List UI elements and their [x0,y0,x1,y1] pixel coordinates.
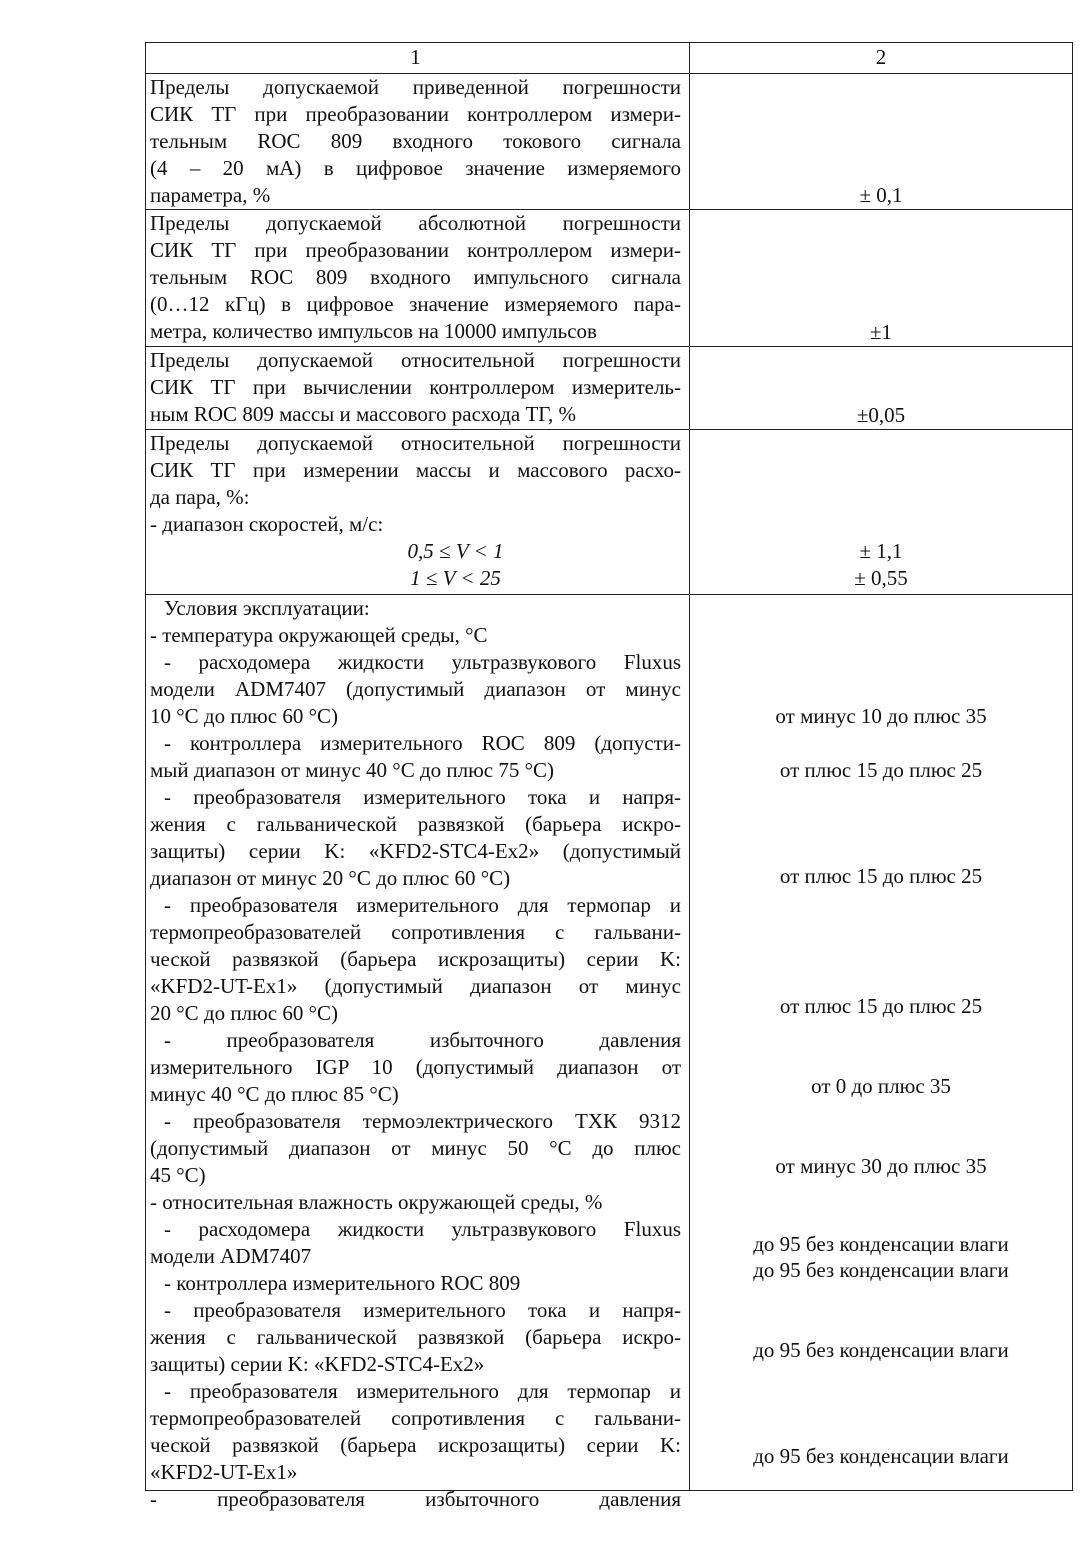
parameter-line: - расходомера жидкости ультразвукового Fluxus [164,1217,681,1241]
parameter-line: СИК ТГ при вычислении контроллером измеритель- [150,375,681,399]
table-row [146,210,1072,347]
parameter-line: диапазон от минус 20 °С до плюс 60 °С) [150,866,511,890]
value-text: ± 0,1 [859,183,903,207]
parameter-line: - расходомера жидкости ультразвукового Fluxus [164,650,681,674]
value-text: до 95 без конденсации влаги [753,1258,1009,1282]
parameter-line: «KFD2-UT-Ex1» (допустимый диапазон от минус [150,974,681,998]
parameter-line: модели ADM7407 [150,1244,312,1268]
parameter-line: (0…12 кГц) в цифровое значение измеряемого пара- [150,292,681,316]
value-text: от плюс 15 до плюс 25 [779,864,983,888]
parameter-line: 10 °С до плюс 60 °С) [150,704,338,728]
parameter-line: метра, количество импульсов на 10000 импульсов [150,319,597,343]
parameter-line: термопреобразователей сопротивления с гальвани- [150,1406,681,1430]
parameter-line: - преобразователя измерительного тока и напря- [164,1298,681,1322]
parameter-line: защиты) серии K: «KFD2-STC4-Ex2» [150,1352,485,1376]
parameter-line: Пределы допускаемой приведенной погрешности [150,75,681,99]
parameter-line: Пределы допускаемой относительной погрешности [150,431,681,455]
parameter-line: мый диапазон от минус 40 °С до плюс 75 °С) [150,758,555,782]
value-cell [690,347,1072,429]
parameter-line: - диапазон скоростей, м/с: [150,512,384,536]
value-text: от плюс 15 до плюс 25 [779,994,983,1018]
column-header-2: 2 [875,45,887,69]
parameter-line: (4 – 20 мА) в цифровое значение измеряемого [150,156,681,180]
value-text: ±1 [869,320,893,344]
parameter-cell [146,595,690,1511]
parameter-line: тельным ROC 809 входного токового сигнала [150,129,681,153]
specifications-table [145,42,1073,1511]
parameter-line: Условия эксплуатации: [164,596,370,620]
parameter-line: параметра, % [150,183,271,207]
value-text: от минус 30 до плюс 35 [775,1154,987,1178]
value-text: от плюс 15 до плюс 25 [779,758,983,782]
parameter-line: - преобразователя измерительного тока и напря- [164,785,681,809]
parameter-line: ным ROC 809 массы и массового расхода ТГ, % [150,402,577,426]
parameter-line: да пара, %: [150,485,250,509]
column-header-1: 1 [146,43,690,73]
parameter-line: Пределы допускаемой относительной погрешности [150,348,681,372]
parameter-line: СИК ТГ при преобразовании контроллером измери- [150,102,681,126]
parameter-line: - относительная влажность окружающей среды, % [150,1190,603,1214]
value-text: от минус 10 до плюс 35 [775,704,987,728]
parameter-line: ческой развязкой (барьера искрозащиты) серии K: [150,1433,681,1457]
parameter-line: - температура окружающей среды, °С [150,623,488,647]
table-header-row [146,43,1072,74]
velocity-range: 1 ≤ V < 25 [410,566,501,590]
parameter-line: - преобразователя избыточного давления [164,1028,681,1052]
value-text: до 95 без конденсации влаги [753,1444,1009,1468]
parameter-line: (допустимый диапазон от минус 50 °С до плюс [150,1136,681,1160]
parameter-line: тельным ROC 809 входного импульсного сигнала [150,265,681,289]
parameter-line: 45 °С) [150,1163,206,1187]
value-cell [690,430,1072,594]
value-text: до 95 без конденсации влаги [753,1232,1009,1256]
table-row [146,430,1072,595]
parameter-line: СИК ТГ при измерении массы и массового расхо- [150,458,681,482]
parameter-line: ческой развязкой (барьера искрозащиты) серии K: [150,947,681,971]
table-row [146,74,1072,210]
parameter-cell [146,430,690,594]
parameter-line: Пределы допускаемой абсолютной погрешности [150,211,681,235]
parameter-line: жения с гальванической развязкой (барьера искро- [150,1325,681,1349]
value-cell [690,595,1072,1490]
parameter-line: - контроллера измерительного ROC 809 [164,1271,521,1295]
value-text: от 0 до плюс 35 [811,1074,951,1098]
parameter-line: - преобразователя измерительного для термопар и [164,893,681,917]
parameter-cell [146,347,690,429]
parameter-line: жения с гальванической развязкой (барьера искро- [150,812,681,836]
parameter-line: минус 40 °С до плюс 85 °С) [150,1082,399,1106]
parameter-line: 20 °С до плюс 60 °С) [150,1001,338,1025]
value-text: до 95 без конденсации влаги [753,1338,1009,1362]
value-cell [690,74,1072,209]
value-cell [690,210,1072,346]
parameter-line: СИК ТГ при преобразовании контроллером измери- [150,238,681,262]
value-text: ± 0,55 [854,566,908,590]
parameter-cell [146,74,690,209]
value-text: ±0,05 [856,403,906,427]
parameter-line: защиты) серии K: «KFD2-STC4-Ex2» (допустимый [150,839,681,863]
parameter-line: - преобразователя избыточного давления [150,1487,681,1511]
parameter-line: модели ADM7407 (допустимый диапазон от минус [150,677,681,701]
parameter-cell [146,210,690,346]
table-row [146,347,1072,430]
parameter-line: - преобразователя термоэлектрического ТХК 9312 [164,1109,681,1133]
parameter-line: измерительного IGP 10 (допустимый диапазон от [150,1055,681,1079]
table-row [146,595,1072,1511]
velocity-range: 0,5 ≤ V < 1 [407,539,504,563]
parameter-line: - контроллера измерительного ROC 809 (допусти- [164,731,681,755]
parameter-line: «KFD2-UT-Ex1» [150,1460,298,1484]
parameter-line: - преобразователя измерительного для термопар и [164,1379,681,1403]
parameter-line: термопреобразователей сопротивления с гальвани- [150,920,681,944]
value-text: ± 1,1 [859,539,903,563]
